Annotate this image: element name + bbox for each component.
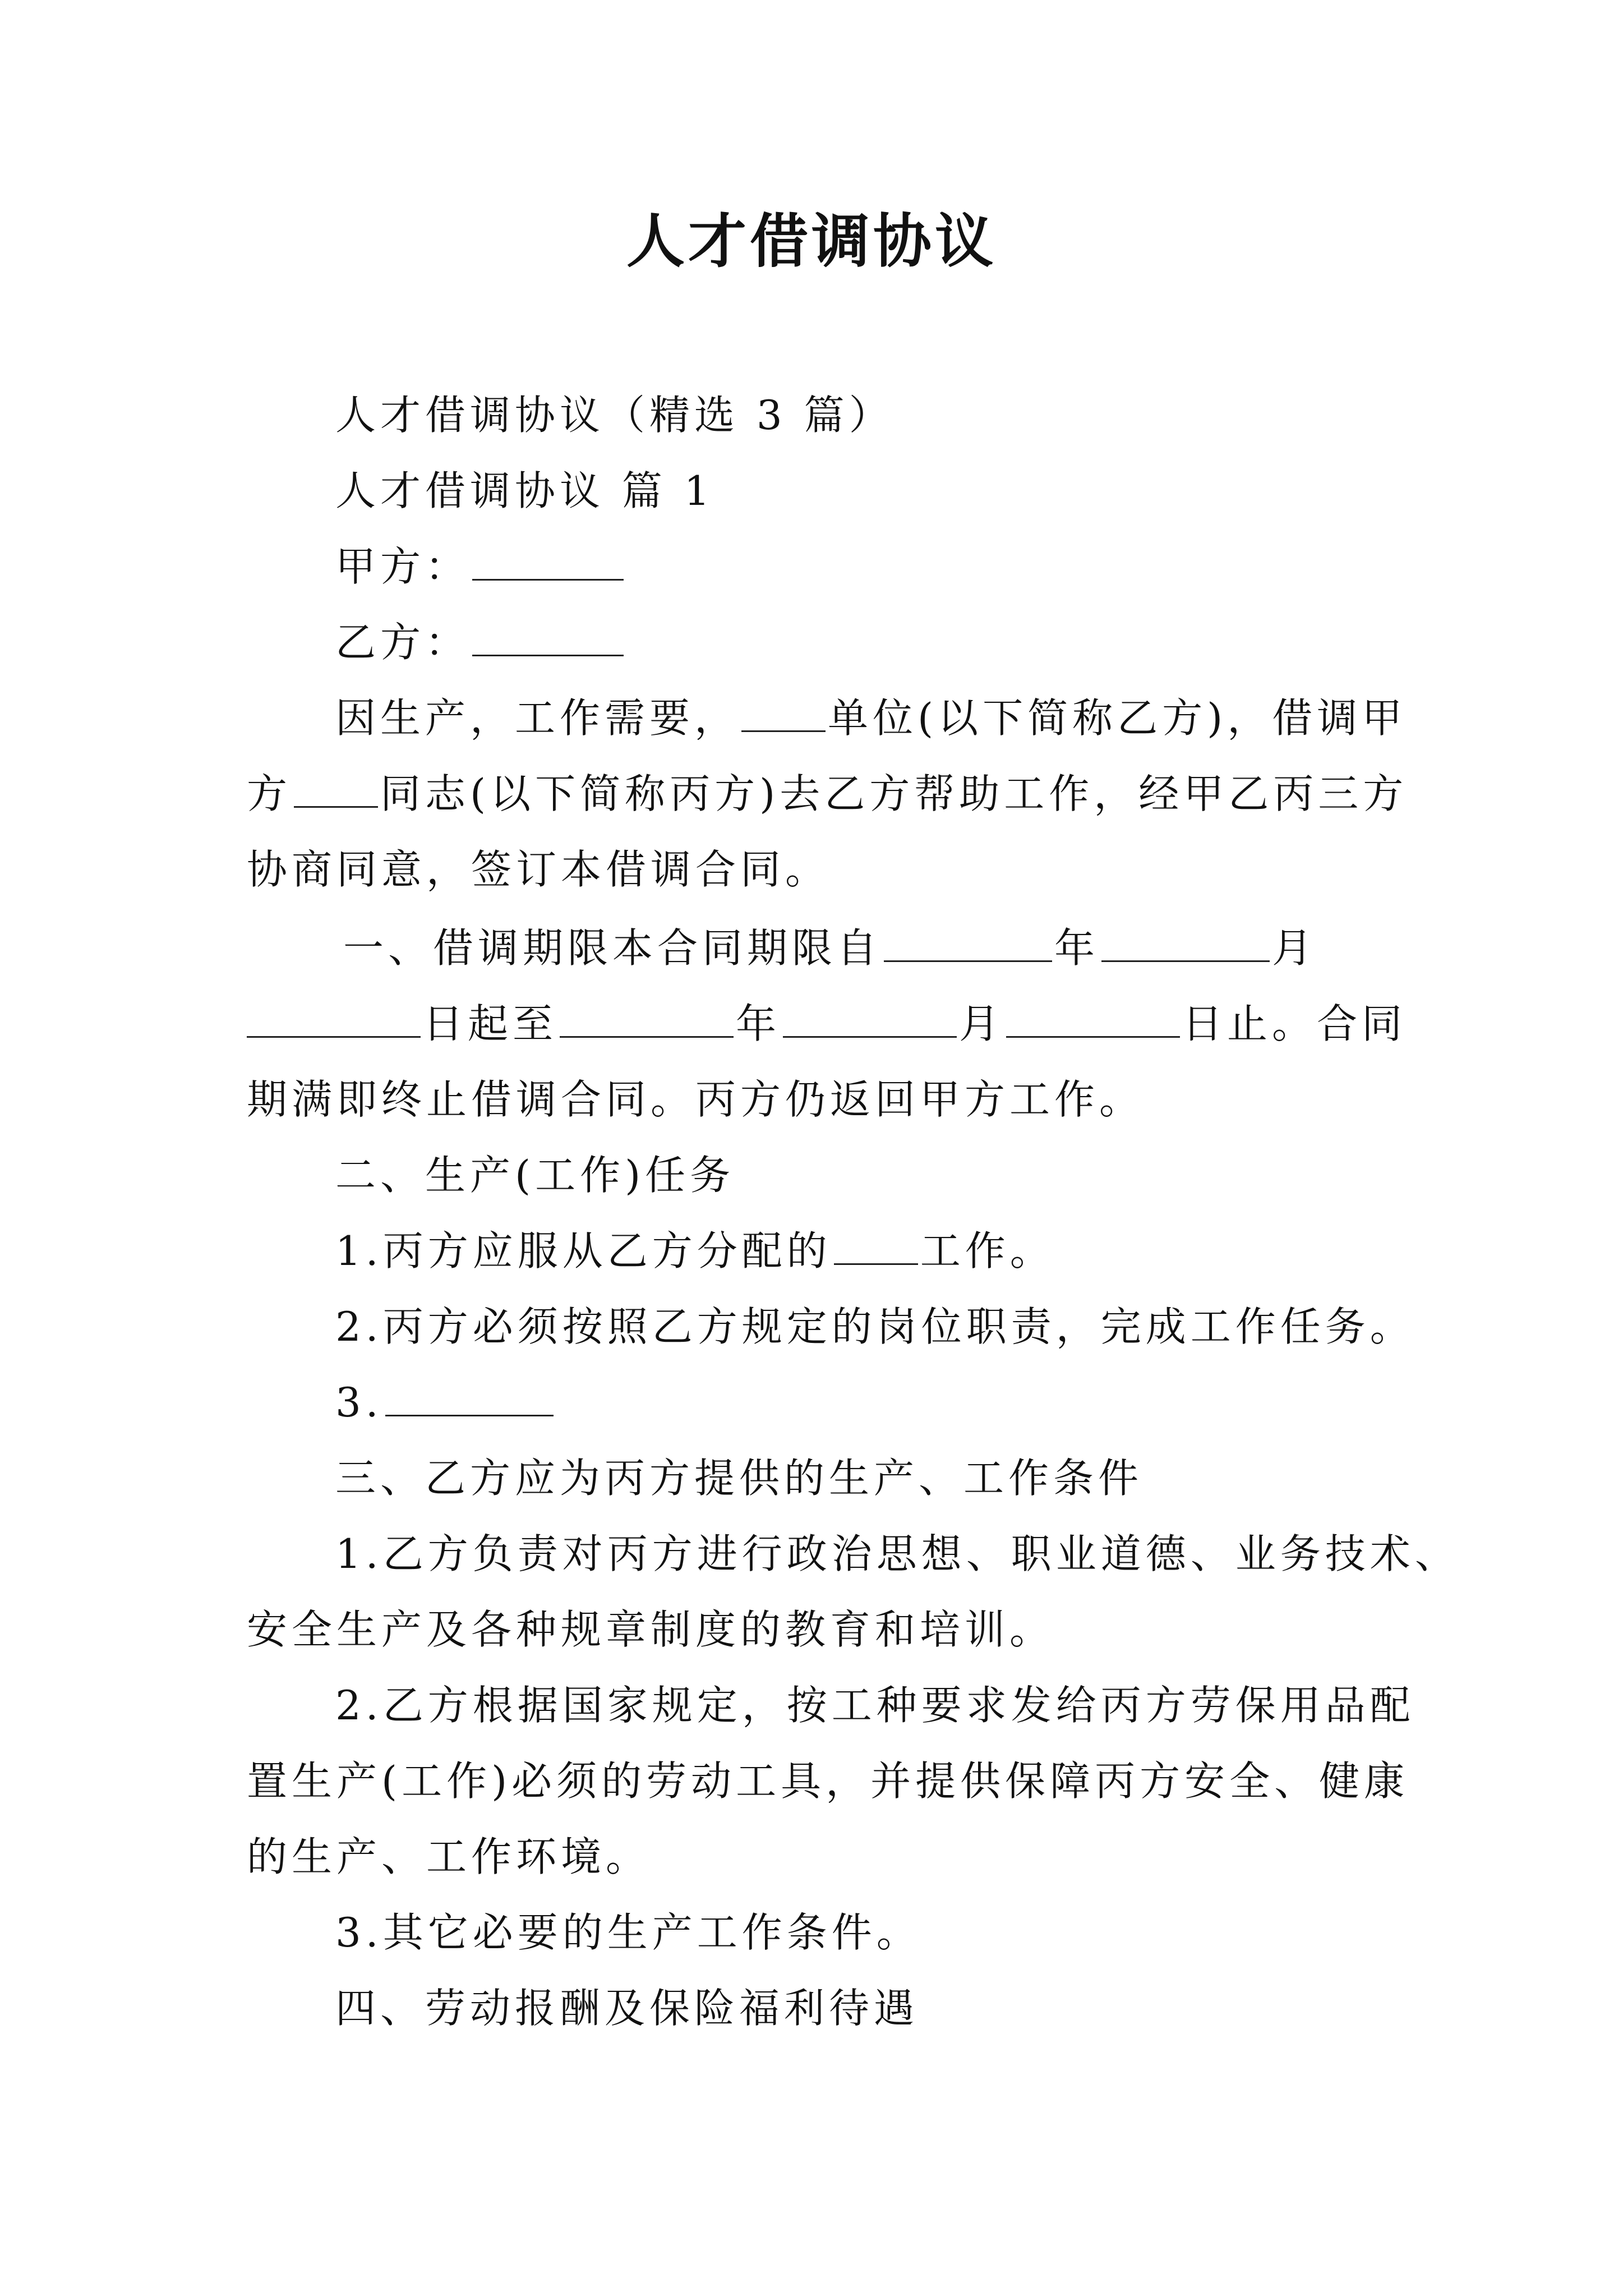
pay-heading: 四、劳动报酬及保险福利待遇 bbox=[335, 1985, 919, 2032]
term-line-1 bbox=[343, 920, 1317, 976]
task-item-2: 2.丙方必须按照乙方规定的岗位职责，完成工作任务。 bbox=[335, 1303, 1415, 1350]
start-day-blank bbox=[247, 1004, 421, 1038]
intro-line-3: 协商同意，签订本借调合同。 bbox=[247, 846, 831, 893]
party-a-label: 甲方： bbox=[335, 543, 471, 590]
task-item-1 bbox=[335, 1223, 1055, 1279]
intro-text: 单位(以下简称乙方)，借调甲 bbox=[828, 694, 1407, 742]
party-b-blank bbox=[472, 622, 624, 656]
intro-text: 同志(以下简称丙方)去乙方帮助工作，经甲乙丙三方 bbox=[380, 770, 1408, 817]
condition-2-line-1: 2.乙方根据国家规定，按工种要求发给丙方劳保用品配 bbox=[335, 1682, 1415, 1729]
term-text: 年 bbox=[736, 1000, 781, 1047]
task-item-3 bbox=[335, 1374, 556, 1430]
term-line-3: 期满即终止借调合同。丙方仍返回甲方工作。 bbox=[247, 1076, 1145, 1123]
intro-text: 方 bbox=[247, 770, 292, 817]
conditions-heading: 三、乙方应为丙方提供的生产、工作条件 bbox=[335, 1455, 1144, 1502]
task-3-blank bbox=[385, 1382, 554, 1416]
task-heading: 二、生产(工作)任务 bbox=[335, 1152, 735, 1199]
start-month-blank bbox=[1101, 928, 1270, 962]
party-b-label: 乙方： bbox=[335, 619, 471, 666]
term-text: 日止。合同 bbox=[1182, 1000, 1407, 1047]
term-line-2 bbox=[247, 996, 1407, 1052]
task-text: 3. bbox=[335, 1379, 383, 1426]
task-text: 1.丙方应服从乙方分配的 bbox=[335, 1227, 832, 1274]
intro-line-1 bbox=[335, 690, 1407, 746]
end-day-blank bbox=[1006, 1004, 1180, 1038]
intro-text: 因生产，工作需要， bbox=[335, 694, 740, 742]
condition-1-line-1: 1.乙方负责对丙方进行政治思想、职业道德、业务技术、 bbox=[335, 1530, 1460, 1577]
party-a-blank bbox=[472, 546, 624, 581]
condition-3: 3.其它必要的生产工作条件。 bbox=[335, 1909, 921, 1956]
end-year-blank bbox=[560, 1004, 734, 1038]
term-text: 一、借调期限本合同期限自 bbox=[343, 924, 882, 972]
task-text: 工作。 bbox=[920, 1227, 1055, 1274]
subtitle: 人才借调协议（精选 3 篇） bbox=[335, 392, 894, 439]
end-month-blank bbox=[783, 1004, 957, 1038]
term-text: 日起至 bbox=[423, 1000, 558, 1047]
term-text: 月 bbox=[959, 1000, 1004, 1047]
unit-blank bbox=[741, 698, 826, 732]
condition-2-line-2: 置生产(工作)必须的劳动工具，并提供保障丙方安全、健康 bbox=[247, 1757, 1409, 1805]
intro-line-2 bbox=[247, 766, 1408, 822]
document-title: 人才借调协议 bbox=[626, 206, 997, 275]
condition-2-line-3: 的生产、工作环境。 bbox=[247, 1833, 651, 1880]
start-year-blank bbox=[884, 928, 1052, 962]
section-heading: 人才借调协议 篇 1 bbox=[335, 467, 714, 514]
comrade-blank bbox=[294, 774, 378, 808]
work-blank bbox=[834, 1231, 918, 1265]
party-a-line bbox=[335, 539, 626, 595]
term-text: 年 bbox=[1054, 924, 1100, 972]
party-b-line bbox=[335, 614, 626, 670]
condition-1-line-2: 安全生产及各种规章制度的教育和培训。 bbox=[247, 1606, 1055, 1653]
term-text: 月 bbox=[1272, 924, 1317, 972]
